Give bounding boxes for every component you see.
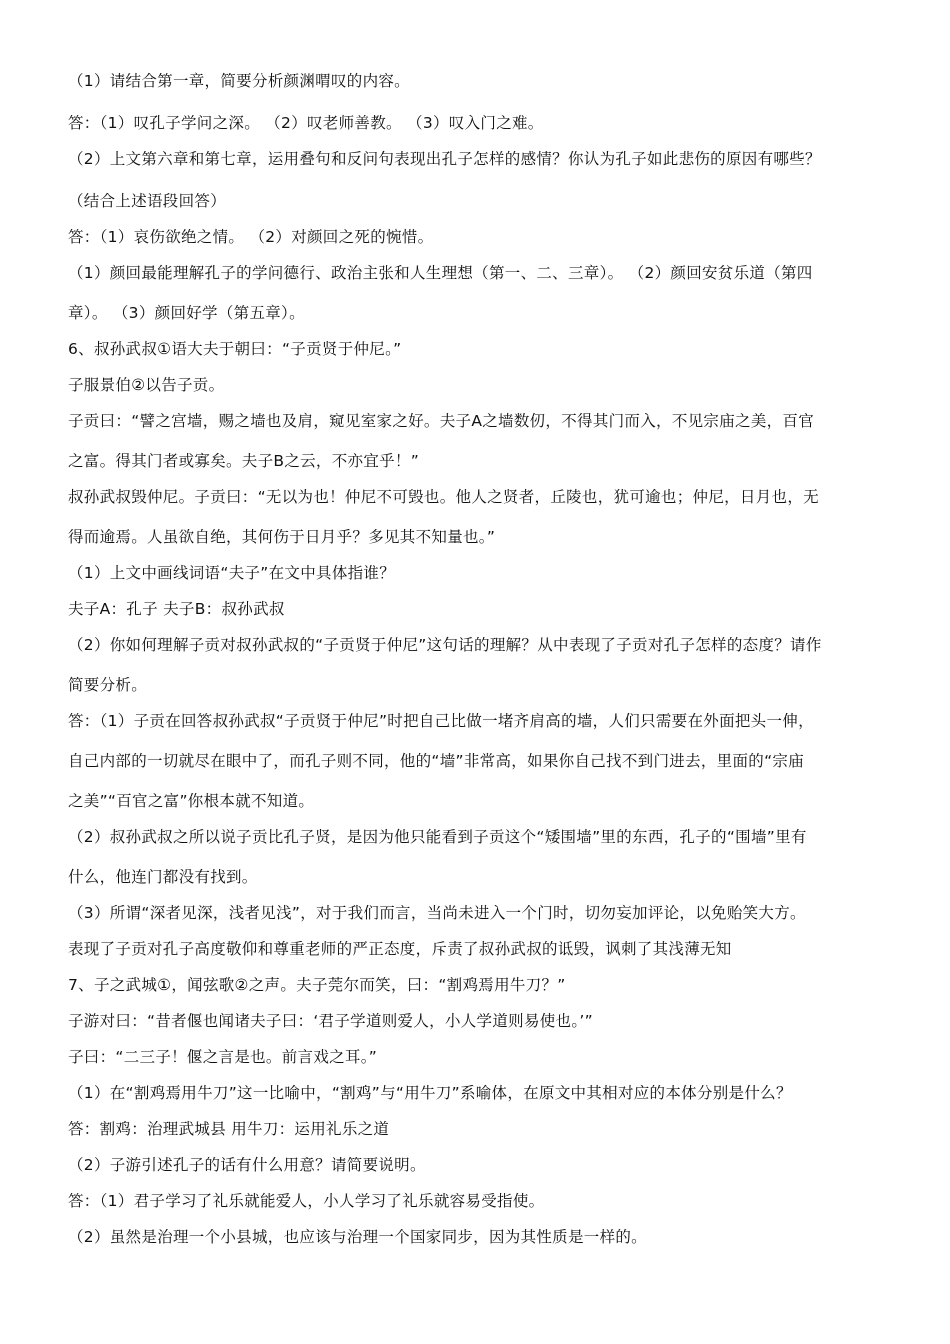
text-line: 什么，他连门都没有找到。 (68, 868, 258, 886)
text-line: 自己内部的一切就尽在眼中了，而孔子则不同，他的“墙”非常高，如果你自己找不到门进去，里面的“宗庙 (68, 752, 804, 770)
text-line: 答：割鸡：治理武城县 用牛刀：运用礼乐之道 (68, 1120, 390, 1138)
text-line: 之美”“百官之富”你根本就不知道。 (68, 792, 315, 810)
text-line: 6、叔孙武叔①语大夫于朝曰：“子贡贤于仲尼。” (68, 340, 402, 358)
text-line: （2）上文第六章和第七章，运用叠句和反问句表现出孔子怎样的感情？你认为孔子如此悲伤的原因有哪些？ (68, 150, 821, 168)
text-line: （1）上文中画线词语“夫子”在文中具体指谁？ (68, 564, 396, 582)
text-line: 答：（1）子贡在回答叔孙武叔“子贡贤于仲尼”时把自己比做一堵齐肩高的墙，人们只需要在外面把头一伸， (68, 712, 814, 730)
text-line: 子服景伯②以告子贡。 (68, 376, 225, 394)
text-line: 简要分析。 (68, 676, 148, 694)
text-line: （2）叔孙武叔之所以说子贡比孔子贤，是因为他只能看到子贡这个“矮围墙”里的东西，孔子的“围墙”里有 (68, 828, 807, 846)
text-line: 夫子A：孔子 夫子B：叔孙武叔 (68, 600, 285, 618)
text-line: 之富。得其门者或寡矣。夫子B之云，不亦宜乎！” (68, 452, 420, 470)
text-line: 子贡曰：“譬之宫墙，赐之墙也及肩，窥见室家之好。夫子A之墙数仞，不得其门而入，不见宗庙之美，百官 (68, 412, 815, 430)
text-line: 答：（1）哀伤欲绝之情。 （2）对颜回之死的惋惜。 (68, 228, 434, 246)
text-line: 叔孙武叔毁仲尼。子贡曰：“无以为也！仲尼不可毁也。他人之贤者，丘陵也，犹可逾也；仲尼，日月也，无 (68, 488, 819, 506)
text-line: 得而逾焉。人虽欲自绝，其何伤于日月乎？多见其不知量也。” (68, 528, 496, 546)
text-line: （2）你如何理解子贡对叔孙武叔的“子贡贤于仲尼”这句话的理解？从中表现了子贡对孔子怎样的态度？请作 (68, 636, 822, 654)
text-line: （3）所谓“深者见深，浅者见浅”，对于我们而言，当尚未进入一个门时，切勿妄加评论，以免贻笑大方。 (68, 904, 806, 922)
text-line: 答：（1）叹孔子学问之深。 （2）叹老师善教。 （3）叹入门之难。 (68, 114, 544, 132)
text-line: （1）颜回最能理解孔子的学问德行、政治主张和人生理想（第一、二、三章）。 （2）颜回安贫乐道（第四 (68, 264, 813, 282)
text-line: 表现了子贡对孔子高度敬仰和尊重老师的严正态度，斥责了叔孙武叔的诋毁，讽刺了其浅薄无知 (68, 940, 732, 958)
text-line: （结合上述语段回答） (68, 192, 227, 210)
text-line: （1）请结合第一章，简要分析颜渊喟叹的内容。 (68, 72, 410, 90)
text-line: （2）子游引述孔子的话有什么用意？请简要说明。 (68, 1156, 426, 1174)
text-line: （1）在“割鸡焉用牛刀”这一比喻中，“割鸡”与“用牛刀”系喻体，在原文中其相对应的本体分别是什么？ (68, 1084, 792, 1102)
text-line: 子曰：“二三子！偃之言是也。前言戏之耳。” (68, 1048, 378, 1066)
text-line: 7、子之武城①，闻弦歌②之声。夫子莞尔而笑，曰：“割鸡焉用牛刀？” (68, 976, 566, 994)
text-line: （2）虽然是治理一个小县城，也应该与治理一个国家同步，因为其性质是一样的。 (68, 1228, 647, 1246)
text-line: 答：（1）君子学习了礼乐就能爱人，小人学习了礼乐就容易受指使。 (68, 1192, 545, 1210)
text-line: 子游对曰：“昔者偃也闻诸夫子曰：‘君子学道则爱人，小人学道则易使也。’” (68, 1012, 593, 1030)
text-line: 章）。 （3）颜回好学（第五章）。 (68, 304, 305, 322)
